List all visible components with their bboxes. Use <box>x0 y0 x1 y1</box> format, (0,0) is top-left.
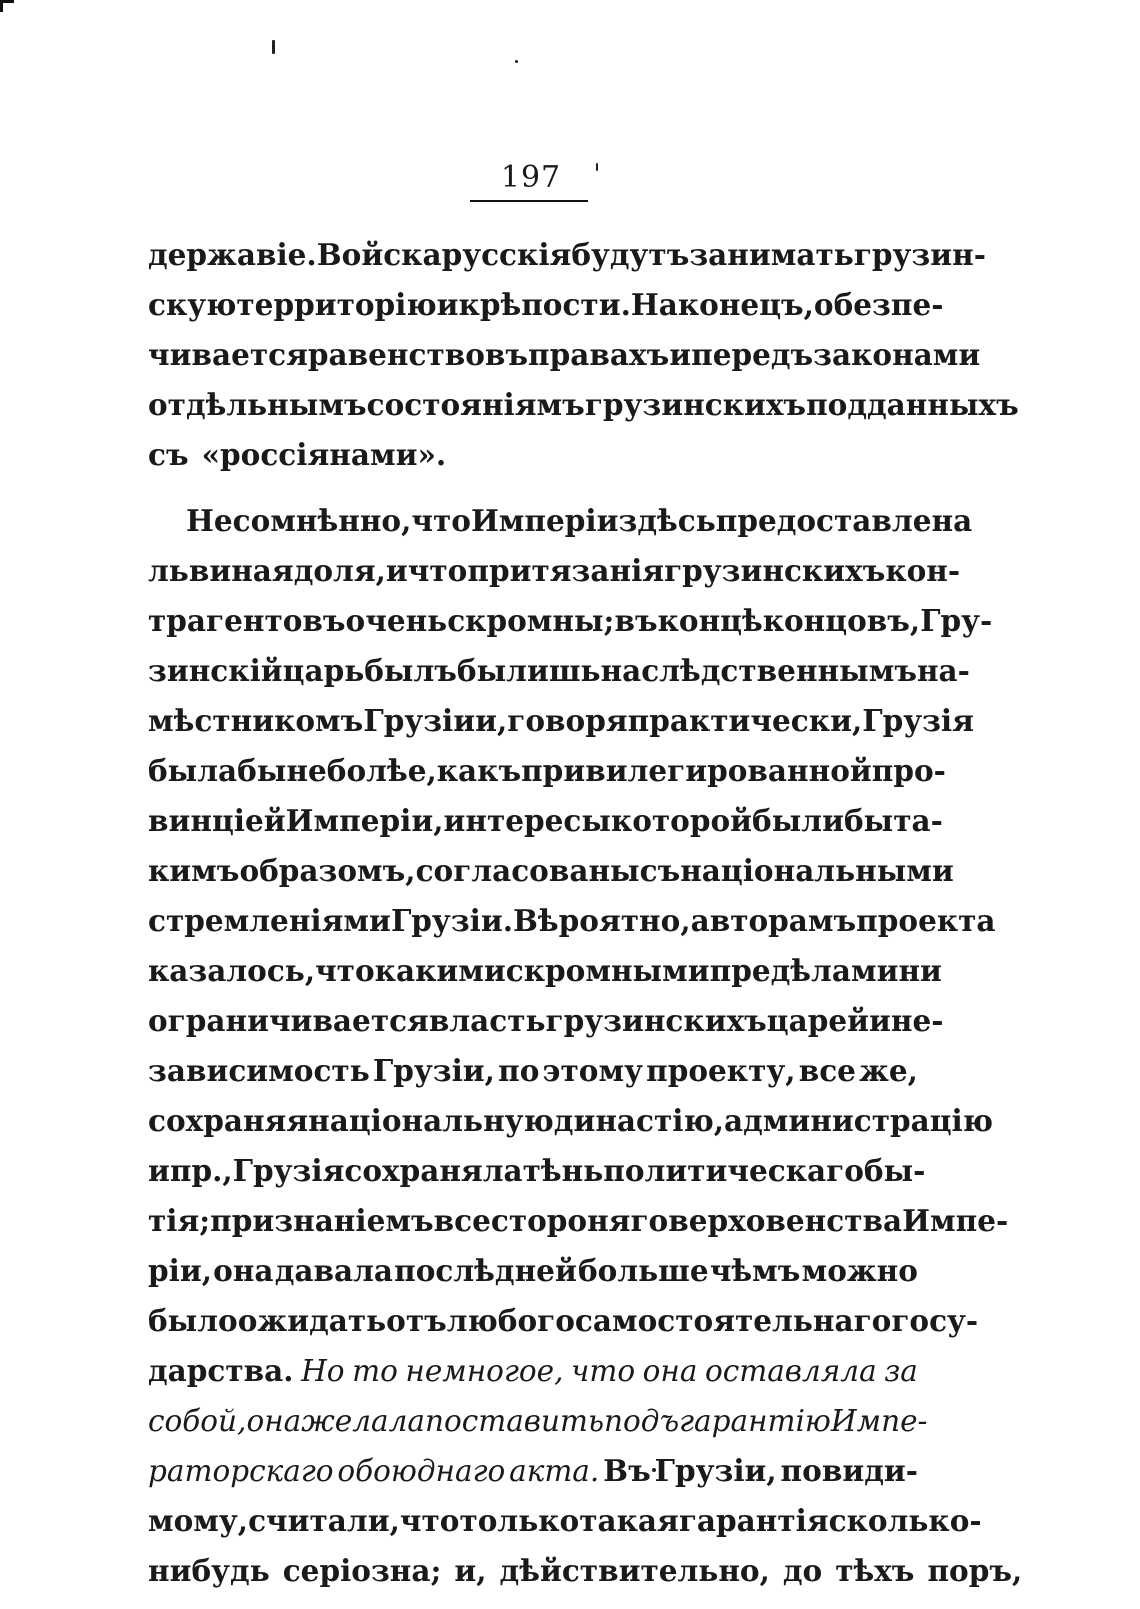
page-number-rule <box>470 200 588 202</box>
text-line: было ожидать отъ любого самостоятельнаго госу- <box>148 1303 979 1338</box>
text-line: винціей Имперіи, интересы которой были бы та- <box>148 803 943 838</box>
text-line: трагентовъ очень скромны; въ концѣ концовъ, Гру- <box>148 603 993 638</box>
text-line: нибудь серіозна; и, дѣйствительно, до тѣхъ поръ, <box>148 1553 1023 1588</box>
scan-corner-mark <box>0 0 14 3</box>
paragraph <box>148 496 1023 1596</box>
text-line: зинскій царь былъ бы лишь наслѣдственнымъ на- <box>148 653 970 688</box>
text-line: зависимость Грузіи, по этому проекту, все же, <box>148 1053 918 1088</box>
text-line: львиная доля, и что притязанія грузинскихъ кон- <box>148 553 961 588</box>
text-line: казалось, что какими скромными предѣлами ни <box>148 953 942 988</box>
page-number: 197 <box>500 160 562 195</box>
text-line: и пр., Грузія сохраняла тѣнь политическаго бы- <box>148 1153 926 1188</box>
paragraph <box>148 230 1019 480</box>
text-line: сохраняя національную династію, администрацію <box>148 1103 994 1138</box>
text-line: мѣстникомъ Грузіи и, говоря практически, Грузія <box>148 703 974 738</box>
scan-speck <box>515 60 518 63</box>
text-line: Несомнѣнно, что Имперіи здѣсь предоставлена <box>186 503 973 538</box>
text-line: чивается равенство въ правахъ и передъ законами <box>148 337 981 372</box>
text-line: мому, считали, что только такая гарантія сколько- <box>148 1503 982 1538</box>
text-line: ограничивается власть грузинскихъ царей и не- <box>148 1003 944 1038</box>
scan-speck <box>596 163 598 171</box>
text-line: кимъ образомъ, согласованы съ національными <box>148 853 954 888</box>
text-line: ріи, она давала послѣдней больше чѣмъ можно <box>148 1253 918 1288</box>
text-line: собой, она желала поставить подъ гарантію Импе- <box>148 1404 928 1438</box>
text-line: державіе. Войска русскія будутъ занимать грузин- <box>148 237 986 272</box>
body-text <box>148 230 1023 1596</box>
text-line: раторскаго обоюднаго акта. Въ Грузіи, повиди- <box>148 1453 918 1488</box>
paragraph-gap <box>148 480 918 496</box>
text-line: скую территорію и крѣпости. Наконецъ, обезпе- <box>148 287 944 322</box>
text-line: тія; признаніемъ всестороняго верховенства Импе- <box>148 1203 1009 1238</box>
text-line: была бы не болѣе, какъ привилегированной про- <box>148 753 946 788</box>
text-line: съ «россіянами». <box>148 437 447 472</box>
scan-speck <box>272 40 275 54</box>
text-line: стремленіями Грузіи. Вѣроятно, авторамъ проекта <box>148 903 996 938</box>
text-line: дарства. Но то немногое, что она оставляла за <box>148 1353 918 1388</box>
text-line: отдѣльнымъ состояніямъ грузинскихъ подданныхъ <box>148 387 1019 422</box>
